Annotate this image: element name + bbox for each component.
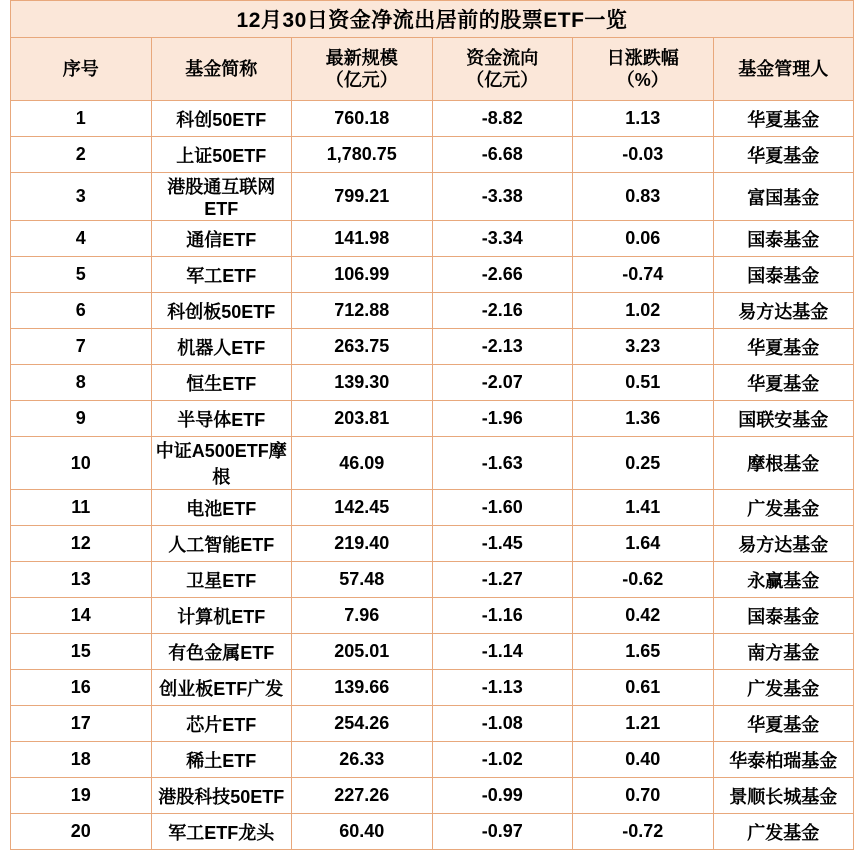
- cell-scale: 1,780.75: [292, 137, 433, 173]
- table-header-row: [11, 38, 854, 101]
- cell-manager: 华夏基金: [713, 101, 854, 137]
- column-header-daily-change: 日涨跌幅 （%）: [573, 38, 714, 101]
- table-row: [11, 221, 854, 257]
- table-body: [11, 101, 854, 850]
- cell-daily-change: 1.21: [573, 706, 714, 742]
- cell-scale: 254.26: [292, 706, 433, 742]
- cell-fund-name: 稀土ETF: [151, 742, 292, 778]
- cell-scale: 106.99: [292, 257, 433, 293]
- table-row: [11, 101, 854, 137]
- cell-manager: 富国基金: [713, 173, 854, 221]
- cell-daily-change: 0.51: [573, 365, 714, 401]
- cell-daily-change: 0.61: [573, 670, 714, 706]
- cell-fund-flow: -8.82: [432, 101, 573, 137]
- cell-index: 19: [11, 778, 152, 814]
- table-row: [11, 293, 854, 329]
- cell-scale: 219.40: [292, 526, 433, 562]
- table-row: [11, 257, 854, 293]
- column-header-index: 序号: [11, 38, 152, 101]
- cell-daily-change: 0.83: [573, 173, 714, 221]
- cell-manager: 广发基金: [713, 814, 854, 850]
- cell-index: 14: [11, 598, 152, 634]
- column-header-fund-flow: 资金流向 （亿元）: [432, 38, 573, 101]
- cell-daily-change: 1.02: [573, 293, 714, 329]
- table-row: [11, 778, 854, 814]
- table-row: [11, 634, 854, 670]
- table-row: [11, 137, 854, 173]
- cell-scale: 139.30: [292, 365, 433, 401]
- column-header-manager: 基金管理人: [713, 38, 854, 101]
- cell-fund-name: 机器人ETF: [151, 329, 292, 365]
- cell-fund-name: 军工ETF: [151, 257, 292, 293]
- cell-manager: 广发基金: [713, 670, 854, 706]
- cell-fund-name: 港股科技50ETF: [151, 778, 292, 814]
- cell-scale: 760.18: [292, 101, 433, 137]
- table-row: [11, 598, 854, 634]
- cell-daily-change: 0.25: [573, 437, 714, 490]
- cell-daily-change: -0.72: [573, 814, 714, 850]
- cell-scale: 203.81: [292, 401, 433, 437]
- cell-scale: 57.48: [292, 562, 433, 598]
- cell-fund-flow: -1.96: [432, 401, 573, 437]
- cell-manager: 国联安基金: [713, 401, 854, 437]
- cell-manager: 广发基金: [713, 490, 854, 526]
- cell-daily-change: 0.40: [573, 742, 714, 778]
- cell-scale: 139.66: [292, 670, 433, 706]
- cell-fund-flow: -2.07: [432, 365, 573, 401]
- cell-daily-change: 3.23: [573, 329, 714, 365]
- cell-scale: 141.98: [292, 221, 433, 257]
- cell-fund-name: 中证A500ETF摩根: [151, 437, 292, 490]
- cell-fund-flow: -1.08: [432, 706, 573, 742]
- cell-fund-flow: -6.68: [432, 137, 573, 173]
- cell-manager: 易方达基金: [713, 293, 854, 329]
- cell-scale: 205.01: [292, 634, 433, 670]
- cell-fund-flow: -1.13: [432, 670, 573, 706]
- cell-index: 12: [11, 526, 152, 562]
- cell-manager: 易方达基金: [713, 526, 854, 562]
- cell-fund-flow: -2.16: [432, 293, 573, 329]
- cell-manager: 国泰基金: [713, 257, 854, 293]
- cell-fund-name: 科创板50ETF: [151, 293, 292, 329]
- cell-fund-flow: -1.27: [432, 562, 573, 598]
- cell-fund-flow: -0.97: [432, 814, 573, 850]
- table-row: [11, 401, 854, 437]
- etf-table: [10, 0, 854, 850]
- table-row: [11, 329, 854, 365]
- cell-index: 18: [11, 742, 152, 778]
- table-head: [11, 1, 854, 101]
- cell-daily-change: 1.13: [573, 101, 714, 137]
- cell-fund-name: 创业板ETF广发: [151, 670, 292, 706]
- cell-fund-name: 计算机ETF: [151, 598, 292, 634]
- cell-daily-change: 0.42: [573, 598, 714, 634]
- cell-daily-change: 1.36: [573, 401, 714, 437]
- cell-index: 20: [11, 814, 152, 850]
- cell-fund-name: 有色金属ETF: [151, 634, 292, 670]
- cell-manager: 华夏基金: [713, 706, 854, 742]
- cell-manager: 永赢基金: [713, 562, 854, 598]
- cell-fund-name: 科创50ETF: [151, 101, 292, 137]
- cell-fund-name: 电池ETF: [151, 490, 292, 526]
- cell-fund-flow: -3.34: [432, 221, 573, 257]
- cell-index: 2: [11, 137, 152, 173]
- cell-fund-name: 恒生ETF: [151, 365, 292, 401]
- table-row: [11, 173, 854, 221]
- cell-manager: 华夏基金: [713, 329, 854, 365]
- cell-manager: 景顺长城基金: [713, 778, 854, 814]
- cell-scale: 46.09: [292, 437, 433, 490]
- cell-fund-name: 芯片ETF: [151, 706, 292, 742]
- column-header-scale: 最新规模 （亿元）: [292, 38, 433, 101]
- cell-manager: 华泰柏瑞基金: [713, 742, 854, 778]
- table-row: [11, 526, 854, 562]
- cell-fund-flow: -2.13: [432, 329, 573, 365]
- cell-fund-name: 半导体ETF: [151, 401, 292, 437]
- cell-scale: 227.26: [292, 778, 433, 814]
- cell-fund-name: 人工智能ETF: [151, 526, 292, 562]
- cell-daily-change: 1.41: [573, 490, 714, 526]
- table-row: [11, 670, 854, 706]
- cell-fund-flow: -1.02: [432, 742, 573, 778]
- cell-scale: 26.33: [292, 742, 433, 778]
- cell-fund-flow: -1.45: [432, 526, 573, 562]
- cell-index: 9: [11, 401, 152, 437]
- cell-manager: 华夏基金: [713, 365, 854, 401]
- cell-index: 17: [11, 706, 152, 742]
- cell-manager: 国泰基金: [713, 598, 854, 634]
- cell-fund-flow: -1.63: [432, 437, 573, 490]
- cell-daily-change: 1.65: [573, 634, 714, 670]
- cell-fund-flow: -2.66: [432, 257, 573, 293]
- cell-fund-name: 军工ETF龙头: [151, 814, 292, 850]
- cell-manager: 华夏基金: [713, 137, 854, 173]
- cell-fund-flow: -3.38: [432, 173, 573, 221]
- cell-fund-flow: -0.99: [432, 778, 573, 814]
- table-row: [11, 437, 854, 490]
- column-header-fund-name: 基金简称: [151, 38, 292, 101]
- cell-scale: 7.96: [292, 598, 433, 634]
- cell-scale: 263.75: [292, 329, 433, 365]
- cell-index: 8: [11, 365, 152, 401]
- cell-index: 15: [11, 634, 152, 670]
- cell-index: 10: [11, 437, 152, 490]
- cell-index: 11: [11, 490, 152, 526]
- table-row: [11, 365, 854, 401]
- cell-daily-change: 1.64: [573, 526, 714, 562]
- cell-daily-change: -0.03: [573, 137, 714, 173]
- cell-fund-flow: -1.16: [432, 598, 573, 634]
- cell-index: 7: [11, 329, 152, 365]
- cell-fund-name: 卫星ETF: [151, 562, 292, 598]
- cell-daily-change: -0.62: [573, 562, 714, 598]
- cell-scale: 142.45: [292, 490, 433, 526]
- page-title: 12月30日资金净流出居前的股票ETF一览: [11, 1, 854, 38]
- cell-fund-flow: -1.60: [432, 490, 573, 526]
- cell-index: 5: [11, 257, 152, 293]
- cell-fund-name: 上证50ETF: [151, 137, 292, 173]
- cell-scale: 60.40: [292, 814, 433, 850]
- cell-scale: 799.21: [292, 173, 433, 221]
- cell-scale: 712.88: [292, 293, 433, 329]
- cell-daily-change: 0.06: [573, 221, 714, 257]
- cell-daily-change: -0.74: [573, 257, 714, 293]
- cell-index: 4: [11, 221, 152, 257]
- table-row: [11, 562, 854, 598]
- table-row: [11, 706, 854, 742]
- cell-fund-name: 通信ETF: [151, 221, 292, 257]
- table-row: [11, 490, 854, 526]
- table-title-row: [11, 1, 854, 38]
- cell-daily-change: 0.70: [573, 778, 714, 814]
- cell-manager: 南方基金: [713, 634, 854, 670]
- cell-manager: 摩根基金: [713, 437, 854, 490]
- cell-fund-name: 港股通互联网ETF: [151, 173, 292, 221]
- cell-fund-flow: -1.14: [432, 634, 573, 670]
- cell-index: 13: [11, 562, 152, 598]
- cell-index: 1: [11, 101, 152, 137]
- cell-manager: 国泰基金: [713, 221, 854, 257]
- cell-index: 3: [11, 173, 152, 221]
- cell-index: 16: [11, 670, 152, 706]
- cell-index: 6: [11, 293, 152, 329]
- table-row: [11, 742, 854, 778]
